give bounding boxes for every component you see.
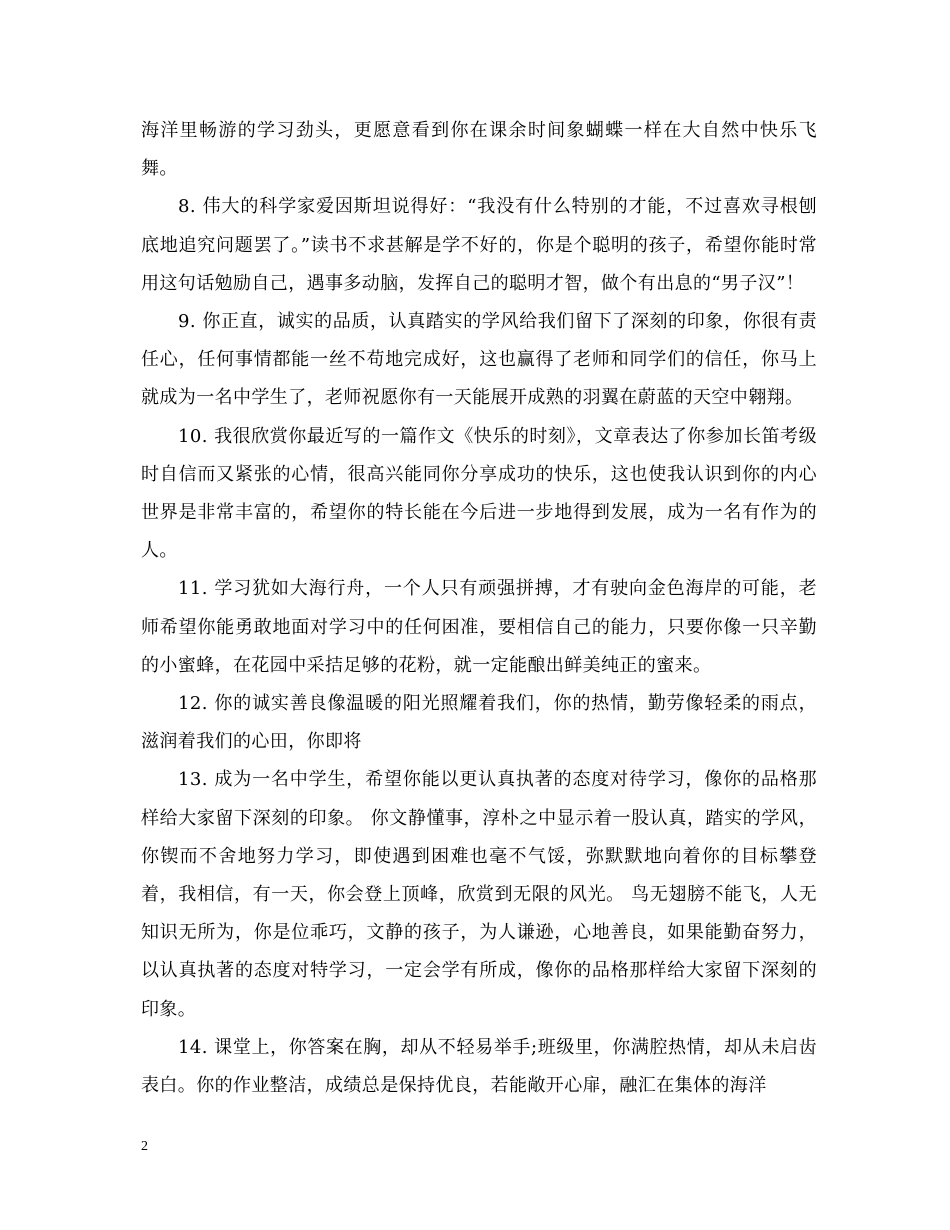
paragraph-item-9: 9. 你正直，诚实的品质，认真踏实的学风给我们留下了深刻的印象，你很有责任心，任何事情都能一丝不苟地完成好，这也赢得了老师和同学们的信任，你马上就成为一名中学生了，老师祝愿你有一天能展开成熟的羽翼在蔚蓝的天空中翱翔。 bbox=[141, 311, 817, 409]
paragraph-continuation: 海洋里畅游的学习劲头，更愿意看到你在课余时间象蝴蝶一样在大自然中快乐飞舞。 bbox=[141, 120, 817, 180]
paragraph-item-10: 10. 我很欣赏你最近写的一篇作文《快乐的时刻》，文章表达了你参加长笛考级时自信而又紧张的心情，很高兴能同你分享成功的快乐，这也使我认识到你的内心世界是非常丰富的，希望你的特长能在今后进一步地得到发展，成为一名有作为的人。 bbox=[141, 425, 817, 562]
document-body bbox=[141, 112, 817, 1105]
paragraph-item-14: 14. 课堂上，你答案在胸，却从不轻易举手;班级里，你满腔热情，却从未启齿表白。你的作业整洁，成绩总是保持优良，若能敞开心扉，融汇在集体的海洋 bbox=[141, 1036, 817, 1097]
page-number: 2 bbox=[141, 1139, 148, 1154]
paragraph-item-8: 8. 伟大的科学家爱因斯坦说得好：“我没有什么特别的才能，不过喜欢寻根刨底地追究问题罢了。”读书不求甚解是学不好的，你是个聪明的孩子，希望你能时常用这句话勉励自己，遇事多动脑，发挥自己的聪明才智，做个有出息的“男子汉”！ bbox=[141, 196, 817, 294]
paragraph-item-12: 12. 你的诚实善良像温暖的阳光照耀着我们，你的热情，勤劳像轻柔的雨点，滋润着我们的心田，你即将 bbox=[141, 693, 817, 753]
paragraph-item-13: 13. 成为一名中学生，希望你能以更认真执著的态度对待学习，像你的品格那样给大家留下深刻的印象。 你文静懂事，淳朴之中显示着一股认真，踏实的学风，你锲而不舍地努力学习，即使遇到困难也毫不气馁，弥默默地向着你的目标攀登着，我相信，有一天，你会登上顶峰，欣赏到无限的风光。 鸟无翅膀不能飞，人无知识无所为，你是位乖巧，文静的孩子，为人谦逊，心地善良，如果能勤奋努力，以认真执著的态度对特学习，一定会学有所成，像你的品格那样给大家留下深刻的印象。 bbox=[141, 769, 817, 1020]
paragraph-item-11: 11. 学习犹如大海行舟，一个人只有顽强拼搏，才有驶向金色海岸的可能，老师希望你能勇敢地面对学习中的任何困准，要相信自己的能力，只要你像一只辛勤的小蜜蜂，在花园中采拮足够的花粉，就一定能酿出鲜美纯正的蜜来。 bbox=[141, 578, 817, 676]
